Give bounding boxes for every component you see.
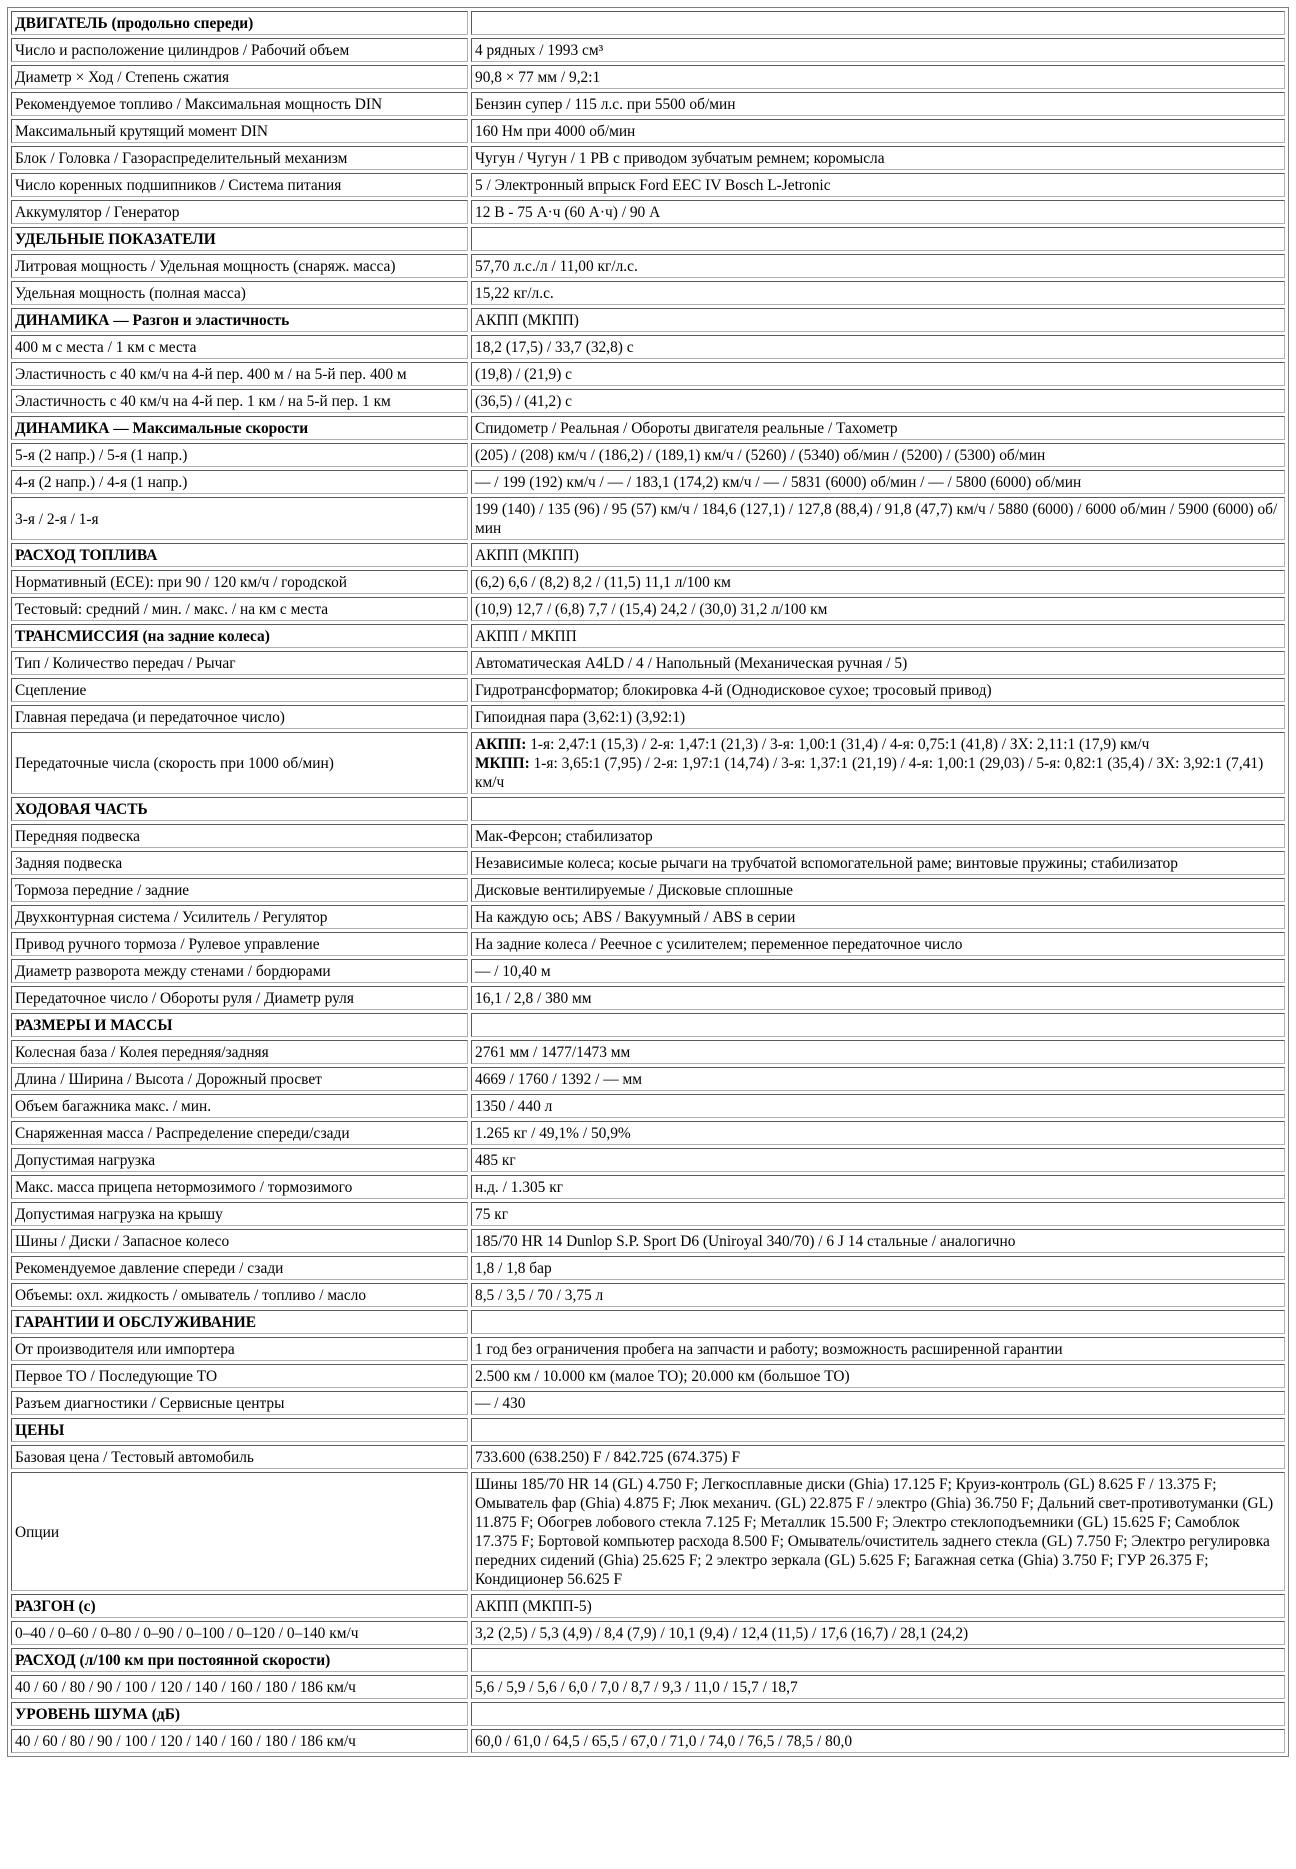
- table-row: [11, 281, 1285, 305]
- table-row: [11, 362, 1285, 386]
- row-label: Шины / Диски / Запасное колесо: [11, 1229, 468, 1253]
- row-label: Длина / Ширина / Высота / Дорожный просвет: [11, 1067, 468, 1091]
- table-row: [11, 651, 1285, 675]
- mkpp-label: МКПП:: [475, 755, 530, 772]
- row-value: 160 Нм при 4000 об/мин: [471, 119, 1285, 143]
- row-label: Блок / Головка / Газораспределительный механизм: [11, 146, 468, 170]
- row-value: 3,2 (2,5) / 5,3 (4,9) / 8,4 (7,9) / 10,1 (9,4) / 12,4 (11,5) / 17,6 (16,7) / 28,1 (24,2): [471, 1621, 1285, 1645]
- table-row: [11, 1337, 1285, 1361]
- table-row: [11, 959, 1285, 983]
- section-header-value: АКПП (МКПП-5): [471, 1594, 1285, 1618]
- table-row: [11, 597, 1285, 621]
- row-label: Первое ТО / Последующие ТО: [11, 1364, 468, 1388]
- row-value: н.д. / 1.305 кг: [471, 1175, 1285, 1199]
- row-value: Гидротрансформатор; блокировка 4-й (Однодисковое сухое; тросовый привод): [471, 678, 1285, 702]
- table-row: [11, 254, 1285, 278]
- table-row: [11, 497, 1285, 540]
- section-header-value: [471, 227, 1285, 251]
- table-row: [11, 570, 1285, 594]
- row-value: 4669 / 1760 / 1392 / — мм: [471, 1067, 1285, 1091]
- section-title: РАСХОД ТОПЛИВА: [11, 543, 468, 567]
- row-value: 8,5 / 3,5 / 70 / 3,75 л: [471, 1283, 1285, 1307]
- row-label: Допустимая нагрузка: [11, 1148, 468, 1172]
- table-row: [11, 878, 1285, 902]
- table-row: [11, 1621, 1285, 1645]
- section-title: УДЕЛЬНЫЕ ПОКАЗАТЕЛИ: [11, 227, 468, 251]
- row-label: 5-я (2 напр.) / 5-я (1 напр.): [11, 443, 468, 467]
- row-label: Снаряженная масса / Распределение спереди/сзади: [11, 1121, 468, 1145]
- section-title: ЦЕНЫ: [11, 1418, 468, 1442]
- row-value: На задние колеса / Реечное с усилителем; переменное передаточное число: [471, 932, 1285, 956]
- row-value: 18,2 (17,5) / 33,7 (32,8) с: [471, 335, 1285, 359]
- row-value: Дисковые вентилируемые / Дисковые сплошные: [471, 878, 1285, 902]
- row-value: — / 199 (192) км/ч / — / 183,1 (174,2) км/ч / — / 5831 (6000) об/мин / — / 5800 (6000) об/мин: [471, 470, 1285, 494]
- row-label: Передняя подвеска: [11, 824, 468, 848]
- section-header-consumption: [11, 1648, 1285, 1672]
- row-value: 199 (140) / 135 (96) / 95 (57) км/ч / 184,6 (127,1) / 127,8 (88,4) / 91,8 (47,7) км/ч / 5880 (6000) / 6000 об/мин / 5900 (6000) об/мин: [471, 497, 1285, 540]
- row-label: Число и расположение цилиндров / Рабочий объем: [11, 38, 468, 62]
- table-row: [11, 335, 1285, 359]
- row-label: Нормативный (ECE): при 90 / 120 км/ч / городской: [11, 570, 468, 594]
- table-row: [11, 470, 1285, 494]
- table-row: [11, 1067, 1285, 1091]
- row-label: Допустимая нагрузка на крышу: [11, 1202, 468, 1226]
- spec-table: [7, 7, 1289, 1757]
- row-label: 400 м с места / 1 км с места: [11, 335, 468, 359]
- section-title: ГАРАНТИИ И ОБСЛУЖИВАНИЕ: [11, 1310, 468, 1334]
- table-row: [11, 92, 1285, 116]
- table-row: [11, 38, 1285, 62]
- row-value: 5 / Электронный впрыск Ford EEC IV Bosch L-Jetronic: [471, 173, 1285, 197]
- row-label: От производителя или импортера: [11, 1337, 468, 1361]
- row-value: 1350 / 440 л: [471, 1094, 1285, 1118]
- section-header-specific: [11, 227, 1285, 251]
- table-row: [11, 200, 1285, 224]
- section-header-value: [471, 1418, 1285, 1442]
- row-label: Макс. масса прицепа нетормозимого / тормозимого: [11, 1175, 468, 1199]
- row-label: Объемы: охл. жидкость / омыватель / топливо / масло: [11, 1283, 468, 1307]
- section-header-value: [471, 11, 1285, 35]
- section-header-top-speed: [11, 416, 1285, 440]
- row-value: 185/70 HR 14 Dunlop S.P. Sport D6 (Uniroyal 340/70) / 6 J 14 стальные / аналогично: [471, 1229, 1285, 1253]
- section-header-transmission: [11, 624, 1285, 648]
- table-row: [11, 1391, 1285, 1415]
- spec-sheet: [7, 7, 1289, 1757]
- row-value: 1,8 / 1,8 бар: [471, 1256, 1285, 1280]
- table-row: [11, 824, 1285, 848]
- row-label: Тестовый: средний / мин. / макс. / на км с места: [11, 597, 468, 621]
- row-label: Эластичность с 40 км/ч на 4-й пер. 400 м / на 5-й пер. 400 м: [11, 362, 468, 386]
- table-row: [11, 1229, 1285, 1253]
- row-label: Колесная база / Колея передняя/задняя: [11, 1040, 468, 1064]
- section-title: РАЗГОН (с): [11, 1594, 468, 1618]
- table-row: [11, 1148, 1285, 1172]
- row-label: Привод ручного тормоза / Рулевое управление: [11, 932, 468, 956]
- row-value: 5,6 / 5,9 / 5,6 / 6,0 / 7,0 / 8,7 / 9,3 / 11,0 / 15,7 / 18,7: [471, 1675, 1285, 1699]
- section-header-value: АКПП (МКПП): [471, 543, 1285, 567]
- table-row: [11, 173, 1285, 197]
- section-header-value: [471, 797, 1285, 821]
- row-value: (19,8) / (21,9) с: [471, 362, 1285, 386]
- row-label: 4-я (2 напр.) / 4-я (1 напр.): [11, 470, 468, 494]
- row-label: Объем багажника макс. / мин.: [11, 1094, 468, 1118]
- row-value: 75 кг: [471, 1202, 1285, 1226]
- section-header-value: АКПП (МКПП): [471, 308, 1285, 332]
- row-value: — / 10,40 м: [471, 959, 1285, 983]
- row-label: Двухконтурная система / Усилитель / Регулятор: [11, 905, 468, 929]
- section-header-value: АКПП / МКПП: [471, 624, 1285, 648]
- section-title: РАСХОД (л/100 км при постоянной скорости): [11, 1648, 468, 1672]
- table-row: [11, 905, 1285, 929]
- row-value: Автоматическая A4LD / 4 / Напольный (Механическая ручная / 5): [471, 651, 1285, 675]
- row-label: Диаметр × Ход / Степень сжатия: [11, 65, 468, 89]
- row-label: 3-я / 2-я / 1-я: [11, 497, 468, 540]
- row-value: [471, 732, 1285, 794]
- table-row: [11, 389, 1285, 413]
- table-row: [11, 1364, 1285, 1388]
- table-row: [11, 119, 1285, 143]
- table-row: [11, 678, 1285, 702]
- table-row: [11, 1121, 1285, 1145]
- row-value: 15,22 кг/л.с.: [471, 281, 1285, 305]
- table-row: [11, 1040, 1285, 1064]
- section-title: ДИНАМИКА — Разгон и эластичность: [11, 308, 468, 332]
- table-row: [11, 1445, 1285, 1469]
- section-header-warranty: [11, 1310, 1285, 1334]
- table-row: [11, 705, 1285, 729]
- table-row: [11, 146, 1285, 170]
- table-row: [11, 1675, 1285, 1699]
- row-value: Шины 185/70 HR 14 (GL) 4.750 F; Легкосплавные диски (Ghia) 17.125 F; Круиз-контроль (GL) 8.625 F / 13.375 F; Омыватель фар (Ghia) 4.875 F; Люк механич. (GL) 22.875 F / электро (Ghia) 36.750 F; Дальний свет-противотуманки (GL) 11.875 F; Обогрев лобового стекла 7.125 F; Металлик 15.500 F; Электро стеклоподъемники (GL) 15.625 F; Самоблок 17.375 F; Бортовой компьютер расхода 8.500 F; Омыватель/очиститель заднего стекла (GL) 7.750 F; Электро регулировка передних сидений (Ghia) 25.625 F; 2 электро зеркала (GL) 5.625 F; Багажная сетка (Ghia) 3.750 F; ГУР 26.375 F; Кондиционер 56.625 F: [471, 1472, 1285, 1591]
- table-row: [11, 1202, 1285, 1226]
- table-row: [11, 932, 1285, 956]
- row-value: Гипоидная пара (3,62:1) (3,92:1): [471, 705, 1285, 729]
- row-label: Главная передача (и передаточное число): [11, 705, 468, 729]
- section-header-value: [471, 1013, 1285, 1037]
- table-row: [11, 851, 1285, 875]
- row-label: Максимальный крутящий момент DIN: [11, 119, 468, 143]
- section-title: ДИНАМИКА — Максимальные скорости: [11, 416, 468, 440]
- section-header-chassis: [11, 797, 1285, 821]
- row-value: Мак-Ферсон; стабилизатор: [471, 824, 1285, 848]
- section-header-value: [471, 1648, 1285, 1672]
- table-row: [11, 1729, 1285, 1753]
- row-value: 57,70 л.с./л / 11,00 кг/л.с.: [471, 254, 1285, 278]
- section-title: ДВИГАТЕЛЬ (продольно спереди): [11, 11, 468, 35]
- table-row: [11, 1175, 1285, 1199]
- row-value: 2.500 км / 10.000 км (малое ТО); 20.000 км (большое ТО): [471, 1364, 1285, 1388]
- row-value: (10,9) 12,7 / (6,8) 7,7 / (15,4) 24,2 / (30,0) 31,2 л/100 км: [471, 597, 1285, 621]
- row-label: Тормоза передние / задние: [11, 878, 468, 902]
- section-header-engine: [11, 11, 1285, 35]
- row-label: 40 / 60 / 80 / 90 / 100 / 120 / 140 / 160 / 180 / 186 км/ч: [11, 1675, 468, 1699]
- row-label: Диаметр разворота между стенами / бордюрами: [11, 959, 468, 983]
- row-value: 16,1 / 2,8 / 380 мм: [471, 986, 1285, 1010]
- row-value: 485 кг: [471, 1148, 1285, 1172]
- row-label: Рекомендуемое топливо / Максимальная мощность DIN: [11, 92, 468, 116]
- section-header-fuel: [11, 543, 1285, 567]
- row-label: Сцепление: [11, 678, 468, 702]
- row-value: 1 год без ограничения пробега на запчасти и работу; возможность расширенной гарантии: [471, 1337, 1285, 1361]
- table-row: [11, 443, 1285, 467]
- table-row: [11, 986, 1285, 1010]
- table-row: [11, 1094, 1285, 1118]
- row-label: Базовая цена / Тестовый автомобиль: [11, 1445, 468, 1469]
- row-value: 1.265 кг / 49,1% / 50,9%: [471, 1121, 1285, 1145]
- row-value: (6,2) 6,6 / (8,2) 8,2 / (11,5) 11,1 л/100 км: [471, 570, 1285, 594]
- row-label: 40 / 60 / 80 / 90 / 100 / 120 / 140 / 160 / 180 / 186 км/ч: [11, 1729, 468, 1753]
- section-title: УРОВЕНЬ ШУМА (дБ): [11, 1702, 468, 1726]
- row-value: (205) / (208) км/ч / (186,2) / (189,1) км/ч / (5260) / (5340) об/мин / (5200) / (5300) об/мин: [471, 443, 1285, 467]
- row-label: Опции: [11, 1472, 468, 1591]
- options-row: [11, 1472, 1285, 1591]
- section-header-acceleration: [11, 308, 1285, 332]
- section-header-prices: [11, 1418, 1285, 1442]
- akpp-ratios: 1-я: 2,47:1 (15,3) / 2-я: 1,47:1 (21,3) / 3-я: 1,00:1 (31,4) / 4-я: 0,75:1 (41,8) / ЗХ: 2,11:1 (17,9) км/ч: [526, 736, 1150, 753]
- row-value: — / 430: [471, 1391, 1285, 1415]
- row-label: Аккумулятор / Генератор: [11, 200, 468, 224]
- row-label: Литровая мощность / Удельная мощность (снаряж. масса): [11, 254, 468, 278]
- row-value: 2761 мм / 1477/1473 мм: [471, 1040, 1285, 1064]
- row-label: Эластичность с 40 км/ч на 4-й пер. 1 км / на 5-й пер. 1 км: [11, 389, 468, 413]
- mkpp-ratios: 1-я: 3,65:1 (7,95) / 2-я: 1,97:1 (14,74) / 3-я: 1,37:1 (21,19) / 4-я: 1,00:1 (29,03) / 5-я: 0,82:1 (35,4) / ЗХ: 3,92:1 (7,41) км/ч: [475, 755, 1264, 791]
- section-header-dimensions: [11, 1013, 1285, 1037]
- row-label: Тип / Количество передач / Рычаг: [11, 651, 468, 675]
- row-label: Удельная мощность (полная масса): [11, 281, 468, 305]
- akpp-label: АКПП:: [475, 736, 527, 753]
- row-label: Число коренных подшипников / Система питания: [11, 173, 468, 197]
- row-value: 733.600 (638.250) F / 842.725 (674.375) F: [471, 1445, 1285, 1469]
- row-label: Передаточные числа (скорость при 1000 об/мин): [11, 732, 468, 794]
- row-value: На каждую ось; ABS / Вакуумный / ABS в серии: [471, 905, 1285, 929]
- table-row: [11, 1283, 1285, 1307]
- row-value: 12 В - 75 А·ч (60 А·ч) / 90 А: [471, 200, 1285, 224]
- row-value: 90,8 × 77 мм / 9,2:1: [471, 65, 1285, 89]
- section-header-acceleration-times: [11, 1594, 1285, 1618]
- row-value: Бензин супер / 115 л.с. при 5500 об/мин: [471, 92, 1285, 116]
- row-value: 4 рядных / 1993 см³: [471, 38, 1285, 62]
- row-value: (36,5) / (41,2) с: [471, 389, 1285, 413]
- row-label: 0–40 / 0–60 / 0–80 / 0–90 / 0–100 / 0–120 / 0–140 км/ч: [11, 1621, 468, 1645]
- row-value: Независимые колеса; косые рычаги на трубчатой вспомогательной раме; винтовые пружины; стабилизатор: [471, 851, 1285, 875]
- section-title: РАЗМЕРЫ И МАССЫ: [11, 1013, 468, 1037]
- table-row: [11, 65, 1285, 89]
- gear-ratios-row: [11, 732, 1285, 794]
- section-title: ХОДОВАЯ ЧАСТЬ: [11, 797, 468, 821]
- table-row: [11, 1256, 1285, 1280]
- row-value: Чугун / Чугун / 1 РВ с приводом зубчатым ремнем; коромысла: [471, 146, 1285, 170]
- row-label: Рекомендуемое давление спереди / сзади: [11, 1256, 468, 1280]
- row-label: Разъем диагностики / Сервисные центры: [11, 1391, 468, 1415]
- section-header-value: Спидометр / Реальная / Обороты двигателя реальные / Тахометр: [471, 416, 1285, 440]
- row-label: Задняя подвеска: [11, 851, 468, 875]
- row-value: 60,0 / 61,0 / 64,5 / 65,5 / 67,0 / 71,0 / 74,0 / 76,5 / 78,5 / 80,0: [471, 1729, 1285, 1753]
- section-header-noise: [11, 1702, 1285, 1726]
- section-header-value: [471, 1702, 1285, 1726]
- row-label: Передаточное число / Обороты руля / Диаметр руля: [11, 986, 468, 1010]
- section-title: ТРАНСМИССИЯ (на задние колеса): [11, 624, 468, 648]
- section-header-value: [471, 1310, 1285, 1334]
